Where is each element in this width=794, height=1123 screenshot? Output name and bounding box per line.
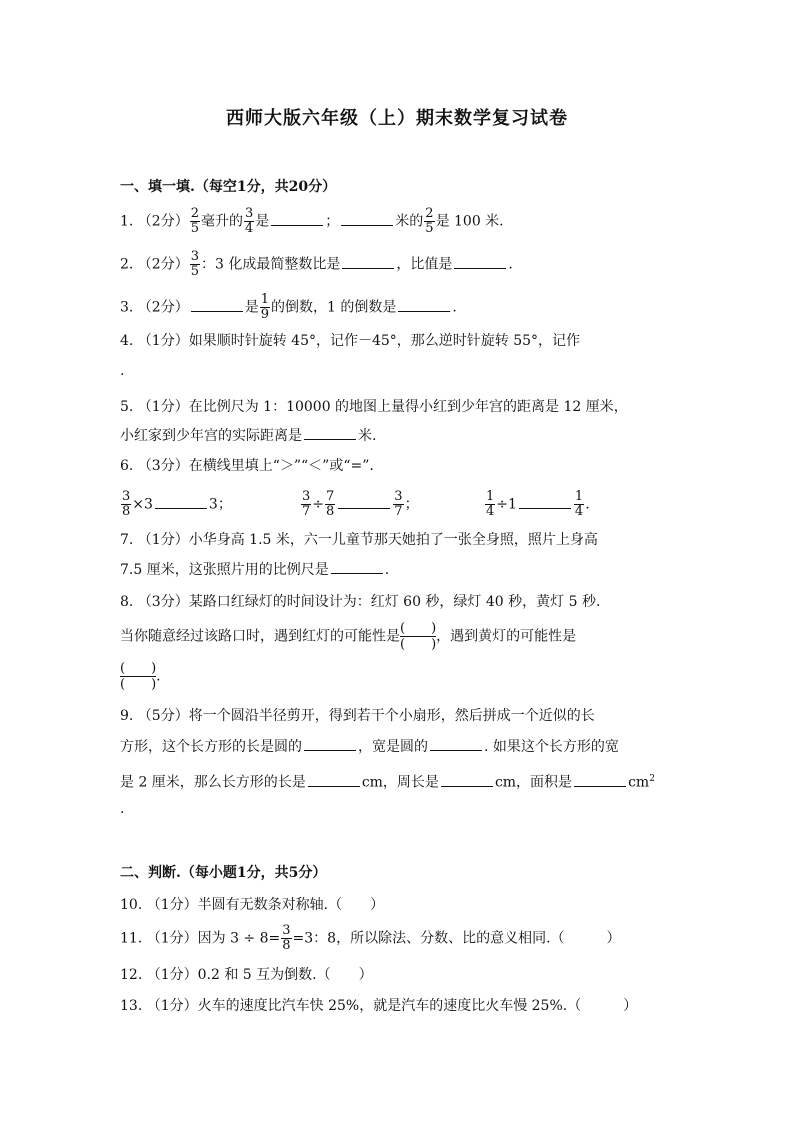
question-8: 8. （3分）某路口红绿灯的时间设计为：红灯 60 秒，绿灯 40 秒，黄灯 5 秒.: [120, 594, 601, 610]
question-7: 7. （1分）小华身高 1.5 米，六一儿童节那天她拍了一张全身照，照片上身高: [120, 532, 598, 548]
answer-blank[interactable]: [271, 213, 323, 226]
fraction: $\frac{3}{5}$: [190, 249, 199, 279]
question-5-line2: 小红家到少年宫的实际距离是 米.: [120, 428, 377, 444]
answer-blank[interactable]: [430, 738, 482, 751]
question-label: 3. （2分）: [120, 299, 189, 316]
probability-answer-box[interactable]: ( ) ( ): [400, 621, 437, 652]
answer-blank[interactable]: [341, 213, 393, 226]
fraction: $\frac{3}{4}$: [245, 206, 254, 236]
superscript-2: 2: [649, 774, 655, 784]
fraction: $\frac{3}{7}$: [394, 489, 403, 519]
comparison-a: $\frac{3}{8}$ ×3 3；: [122, 489, 232, 519]
answer-blank[interactable]: [398, 299, 450, 312]
question-11: 11. （1分）因为 3 ÷ 8= $\frac{3}{8}$ =3：8，所以除法、分数、比的意义相同.（ ）: [120, 923, 621, 953]
question-6: 6. （3分）在横线里填上“＞”“＜”或“=”.: [120, 458, 374, 474]
question-12: 12. （1分）0.2 和 5 互为倒数.（ ）: [120, 967, 373, 983]
question-10: 10. （1分）半圆有无数条对称轴.（ ）: [120, 897, 385, 913]
question-5: 5. （1分）在比例尺为 1：10000 的地图上量得小红到少年宫的距离是 12 厘米，: [120, 399, 628, 415]
section-heading-fill-in: 一、填一填.（每空1分，共20分）: [120, 179, 337, 195]
question-9-end: .: [120, 801, 125, 817]
answer-blank[interactable]: [331, 561, 383, 574]
answer-blank[interactable]: [574, 774, 626, 787]
question-label: 1. （2分）: [120, 213, 189, 230]
question-13: 13. （1分）火车的速度比汽车快 25%，就是汽车的速度比火车慢 25%.（ ）: [120, 998, 638, 1014]
question-label: 2. （2分）: [120, 256, 189, 273]
answer-blank[interactable]: [441, 774, 493, 787]
fraction: $\frac{1}{9}$: [260, 292, 269, 322]
answer-blank[interactable]: [155, 496, 207, 509]
fraction: $\frac{3}{8}$: [282, 923, 291, 953]
answer-blank[interactable]: [304, 427, 356, 440]
answer-blank[interactable]: [454, 256, 506, 269]
comparison-c: $\frac{1}{4}$ ÷1 $\frac{1}{4}$ .: [486, 489, 590, 519]
fraction: $\frac{2}{5}$: [190, 206, 199, 236]
fraction: $\frac{7}{8}$: [326, 489, 335, 519]
fraction: $\frac{3}{7}$: [302, 489, 311, 519]
probability-answer-box[interactable]: ( ) ( ): [120, 661, 157, 692]
page-title: 西师大版六年级（上）期末数学复习试卷: [226, 108, 568, 129]
section-heading-judge: 二、判断.（每小题1分，共5分）: [120, 865, 327, 881]
fraction: $\frac{1}{4}$: [486, 489, 495, 519]
question-4-end: .: [120, 363, 125, 379]
answer-blank[interactable]: [342, 256, 394, 269]
answer-blank[interactable]: [304, 738, 356, 751]
answer-blank[interactable]: [308, 774, 360, 787]
question-9-line3: 是 2 厘米，那么长方形的长是 cm，周长是 cm，面积是 $cm^2$: [120, 774, 655, 791]
comparison-b: $\frac{3}{7}$ ÷ $\frac{7}{8}$ $\frac{3}{7}$ ；: [302, 489, 419, 519]
question-8-line3: ( ) ( ) .: [120, 661, 161, 692]
question-1: 1. （2分） $\frac{2}{5}$ 毫升的 $\frac{3}{4}$ 是 ； 米的 $\frac{2}{5}$ 是 100 米.: [120, 206, 504, 236]
fraction: $\frac{1}{4}$: [574, 489, 584, 519]
question-8-line2: 当你随意经过该路口时，遇到红灯的可能性是 ( ) ( ) ，遇到黄灯的可能性是: [120, 621, 577, 652]
question-3: 3. （2分） 是 $\frac{1}{9}$ 的倒数，1 的倒数是 .: [120, 292, 457, 322]
question-2: 2. （2分） $\frac{3}{5}$ ：3 化成最简整数比是 ，比值是 .: [120, 249, 513, 279]
question-9-line2: 方形，这个长方形的长是圆的 ，宽是圆的 . 如果这个长方形的宽: [120, 739, 619, 755]
fraction: $\frac{3}{8}$: [122, 489, 131, 519]
answer-blank[interactable]: [338, 496, 390, 509]
answer-blank[interactable]: [191, 299, 243, 312]
answer-blank[interactable]: [519, 496, 571, 509]
question-9: 9. （5分）将一个圆沿半径剪开，得到若干个小扇形，然后拼成一个近似的长: [120, 708, 595, 724]
question-7-line2: 7.5 厘米，这张照片用的比例尺是 .: [120, 562, 390, 578]
fraction: $\frac{2}{5}$: [425, 206, 434, 236]
question-4: 4. （1分）如果顺时针旋转 45°，记作－45°，那么逆时针旋转 55°，记作: [120, 333, 581, 349]
